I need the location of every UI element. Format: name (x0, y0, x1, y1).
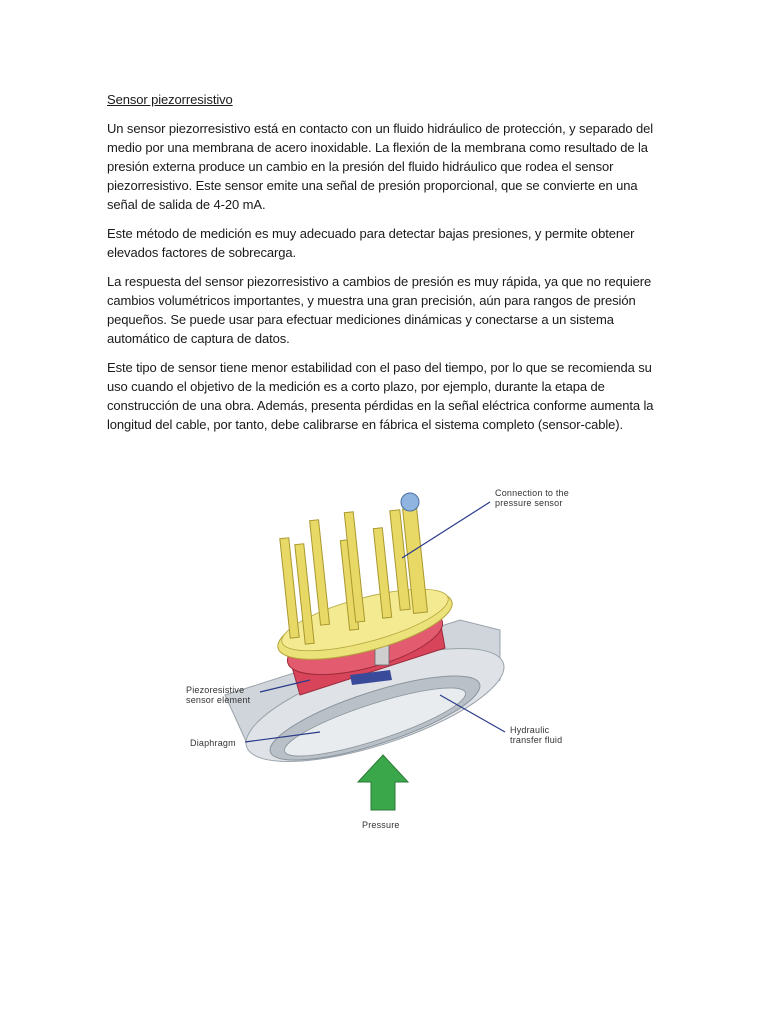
paragraph-2: Este método de medición es muy adecuado para detectar bajas presiones, y permite obtener elevados factores de sobrecarga. (107, 226, 635, 260)
label-pressure: Pressure (362, 820, 400, 830)
paragraph-1: Un sensor piezorresistivo está en contacto con un fluido hidráulico de protección, y separado del medio por una membrana de acero inoxidable. La flexión de la membrana como resultado de la presión externa produce un cambio en la presión del fluido hidráulico que rodea el sensor piezorresistivo. Este sensor emite una señal de presión proporcional, que se convierte en una señal de salida de 4-20 mA. (107, 121, 654, 212)
label-diaphragm: Diaphragm (190, 738, 236, 748)
section-heading: Sensor piezorresistivo (107, 92, 233, 107)
sensor-connector-dot (401, 493, 419, 511)
sensor-diagram (170, 470, 600, 840)
label-sensor-element: Piezoresistive sensor element (186, 685, 251, 705)
label-hydraulic-fluid: Hydraulic transfer fluid (510, 725, 563, 745)
label-connection: Connection to the pressure sensor (495, 488, 569, 508)
pressure-arrow (358, 755, 408, 810)
paragraph-4: Este tipo de sensor tiene menor estabilidad con el paso del tiempo, por lo que se recomienda su uso cuando el objetivo de la medición es a corto plazo, por ejemplo, durante la etapa de construcción de una obra. Además, presenta pérdidas en la señal eléctrica conforme aumenta la longitud del cable, por tanto, debe calibrarse en fábrica el sistema completo (sensor-cable). (107, 360, 654, 432)
paragraph-3: La respuesta del sensor piezorresistivo a cambios de presión es muy rápida, ya que no requiere cambios volumétricos importantes, y muestra una gran precisión, aún para rangos de presión pequeños. Se puede usar para efectuar mediciones dinámicas y conectarse a un sistema automático de captura de datos. (107, 274, 652, 346)
text-block (107, 90, 655, 444)
sensor-illustration (170, 470, 600, 840)
